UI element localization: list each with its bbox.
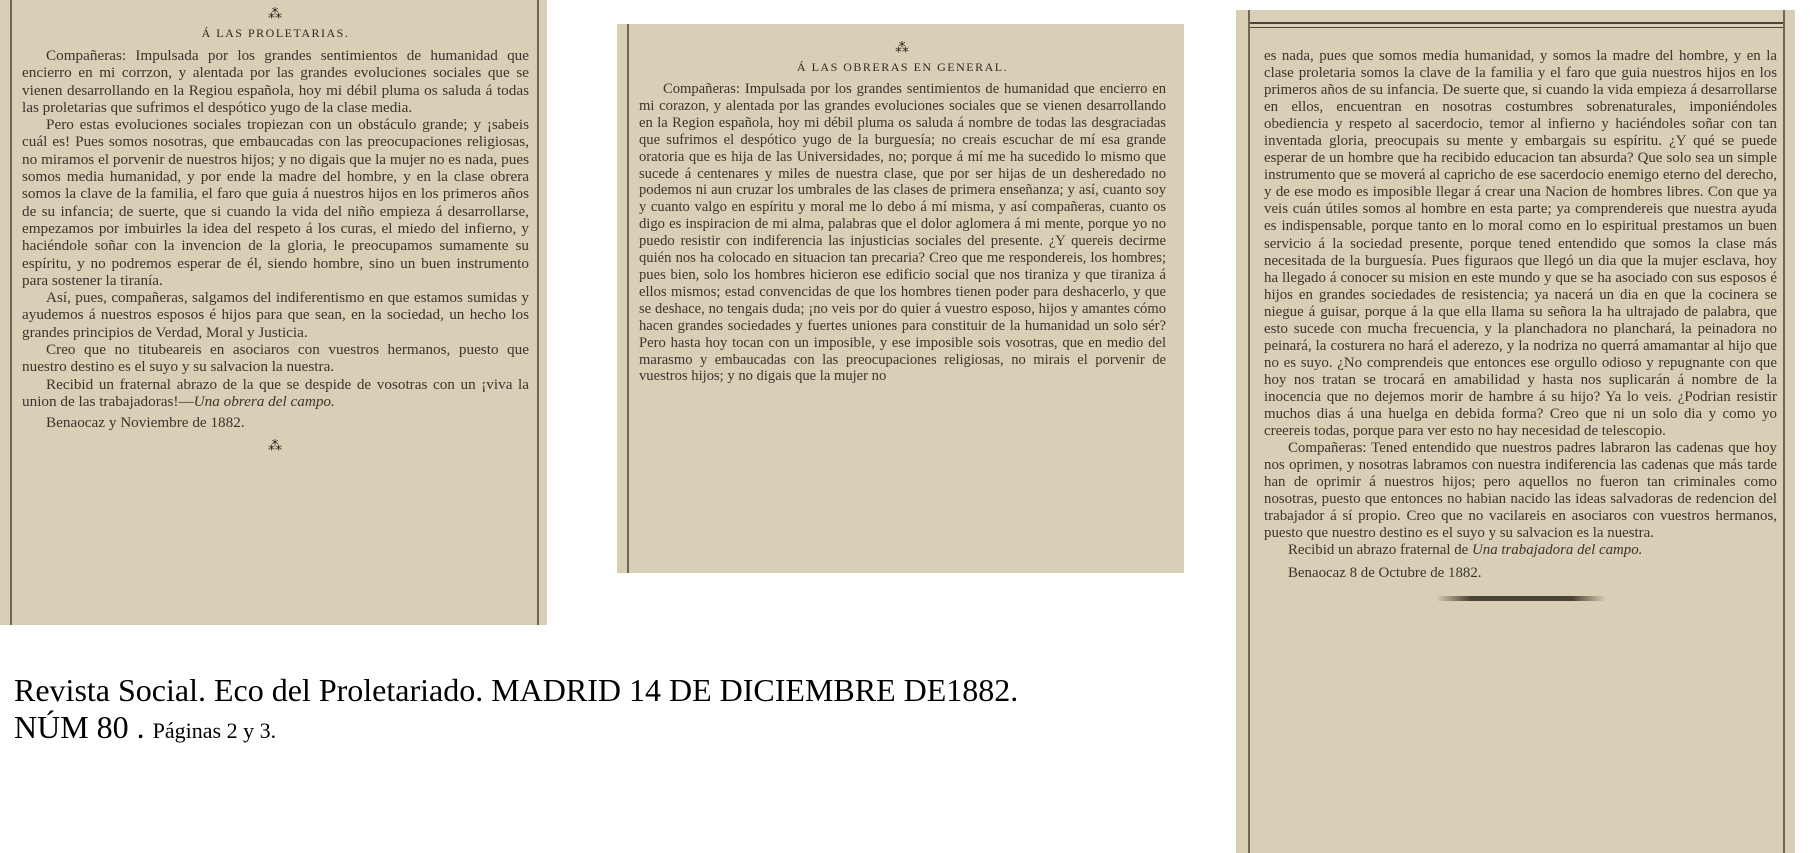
column-rule-right [537, 0, 539, 625]
clipping-a-las-proletarias [0, 0, 547, 625]
asterism-ornament-bottom: ⁂ [268, 438, 283, 454]
column-rule-left [10, 0, 12, 625]
article-heading: Á LAS PROLETARIAS. [201, 26, 350, 40]
dateline: Benaocaz 8 de Octubre de 1882. [1288, 565, 1482, 582]
article-paragraph: Compañeras: Impulsada por los grandes sentimientos de humanidad que encierro en mi corazon, y alentada por las grandes evoluciones sociales que se vienen desarrollando en la Region española, hoy mi débil pluma os saluda á nombre de todas las desgraciadas que sufrimos el despótico yugo de la burguesía; no creais escuchar de mí esa grande oratoria que es hija de las Universidades, no; porque á mí me ha sucedido lo mismo que sucede á centenares y miles de nuestra clase, que por ser hijas de un desheredado no podemos ni aun cruzar los umbrales de las clases de primera enseñanza; y así, cuanto soy y cuanto valgo en espíritu y moral me lo debo á mí misma, y así compañeras, cuanto os digo es inspiracion de mi alma, palabras que el dolor aglomera á mi mente, porque yo no puedo resistir con indiferencia las injusticias sociales del presente. ¿Y quereis decirme quién nos ha colocado en situacion tan precaria? Creo que me respondereis, los hombres; pues bien, solo los hombres hicieron ese edificio social que nos tiraniza y que tiraniza á ellos mismos; estad convencidas de que los hombres tienen poder para deshacerlo, y que se deshace, no tengais duda; ¡no veis por do quier á vuestro esposo, hijos y amantes cómo hacen grandes sociedades y fuertes uniones para constituir de la humanidad un solo sér? Pero hasta hoy tocan con un imposible, y ese imposible sois vosotras, que en medio del marasmo y embaucadas con las preocupaciones religiosas, no mirais el porvenir de vuestros hijos; y no digais que la mujer no [639, 81, 1166, 385]
source-caption [14, 672, 1018, 749]
column-rule-left [1248, 10, 1250, 853]
article-paragraph: Así, pues, compañeras, salgamos del indiferentismo en que estamos sumidas y ayudemos á nuestros esposos é hijos para que sean, en la sociedad, un hecho los grandes principios de Verdad, Moral y Justicia. [22, 289, 529, 341]
article-body [1264, 48, 1777, 582]
article-body [22, 47, 529, 432]
clipping-a-las-obreras [617, 24, 1184, 573]
closing-text: Recibid un fraternal abrazo de la que se despide de vosotras con un ¡viva la union de las trabajadoras!— [22, 375, 529, 410]
signature: Una trabajadora del campo. [1472, 542, 1643, 559]
asterism-ornament-top: ⁂ [895, 41, 910, 56]
caption-line-2 [14, 709, 1018, 749]
column-rule-right [1783, 10, 1785, 853]
caption-issue-number: NÚM 80 . [14, 709, 145, 745]
article-closing [22, 376, 529, 411]
article-paragraph: Creo que no titubeareis en asociaros con vuestros hermanos, puesto que nuestro destino es el suyo y su salvacion la nuestra. [22, 341, 529, 376]
column-rule-left [627, 24, 629, 573]
article-paragraph: Compañeras: Impulsada por los grandes sentimientos de humanidad que encierro en mi corrzon, y alentada por las grandes evoluciones sociales que se vienen desarrollando en la Regiou española, hoy mi débil pluma os saluda á todas las proletarias que sufrimos el despótico yugo de la clase media. [22, 47, 529, 116]
top-double-rule [1248, 22, 1783, 28]
article-heading: Á LAS OBRERAS EN GENERAL. [796, 60, 1009, 74]
closing-ornament-rule [1436, 596, 1606, 601]
asterism-ornament-top: ⁂ [268, 7, 283, 22]
clipping-continuation [1236, 10, 1795, 853]
article-paragraph: es nada, pues que somos media humanidad, y somos la madre del hombre, y en la clase proletaria somos la clave de la familia y el faro que guia nuestros hijos en los primeros años de su infancia. De suerte que, si cuando la vida empieza á desarrollarse en ellos, encuentran en nosotras costumbres sobrenaturales, imponiéndoles obediencia y respeto al sacerdocio, temor al infierno y haciéndoles soñar con tan inventada gloria, preocupais su mente y embargais su espíritu. ¿Y qué se puede esperar de un hombre que ha recibido educacion tan absurda? Que solo sea un simple instrumento que se moverá al capricho de ese sacerdocio enemigo eterno del derecho, y de ese modo es imposible llegar á crear una Nacion de hombres libres. Con que ya veis cuán útiles somos al hombre en esta parte; ya comprendereis que nuestra ayuda es indispensable, porque tanto en lo moral como en lo espiritual prestamos un buen servicio á la sociedad presente, porque tened entendido que somos la clase más necesitada de la burguesía. Pues figuraos que llegó un dia que la mujer esclava, hoy ha llegado á conocer su mision en este mundo y que se ha asociado con sus esposos é hijos en grandes sociedades de resistencia; ya nacerá un dia en que la cocinera se niegue á guisar, porque á la que ella llama su señora la ha ultrajado de palabra, que esto sucede con mucha frecuencia, y la planchadora no planchará, la peinadora no peinará, la costurera no hará el aderezo, y la nodriza no querrá amamantar al hijo que no es suyo. ¿No comprendeis que entonces ese orgullo odioso y repugnante con que hoy nos tratan se trocará en amabilidad y hasta nos suplicarán á nombre de la inocencia que no dejemos morir de hambre á su hijo? Ya lo veis. ¿Podrian resistir muchos dias á una huelga en debida forma? Creo que ni un solo dia y como yo creereis todas, porque para ver esto no hay necesidad de telescopio. [1264, 48, 1777, 440]
caption-pages: Páginas 2 y 3. [152, 718, 277, 743]
article-paragraph: Pero estas evoluciones sociales tropiezan con un obstáculo grande; y ¡sabeis cuál es! Pues somos nosotras, que embaucadas con las preocupaciones religiosas, no miramos el porvenir de nuestros hijos; y no digais que la mujer no es nada, pues somos media humanidad, y por ende la madre del hombre, y en la clase obrera somos la clave de la familia, el faro que guia á nuestros hijos en los primeros años de su infancia; de suerte, que si cuando la vida del niño empieza á desarrollarse, empezamos por imbuirles la idea del respeto á los curas, el miedo del infierno, y haciéndole soñar con la invencion de la gloria, le preocupamos sumamente su espíritu, y no podremos esperar de él, siendo hombre, sino un buen instrumento para sostener la tiranía. [22, 116, 529, 289]
dateline: Benaocaz y Noviembre de 1882. [46, 414, 245, 432]
signature: Una obrera del campo. [193, 392, 335, 410]
article-body [639, 81, 1166, 385]
article-closing [1264, 542, 1777, 559]
closing-text: Recibid un abrazo fraternal de [1288, 542, 1469, 559]
caption-line-1: Revista Social. Eco del Proletariado. MADRID 14 DE DICIEMBRE DE1882. [14, 672, 1019, 708]
article-paragraph: Compañeras: Tened entendido que nuestros padres labraron las cadenas que hoy nos oprimen, y nosotras labramos con nuestra indiferencia las cadenas que más tarde han de oprimir á nuestros hijos; pero aquellos no fueron tan criminales como nosotras, puesto que entonces no habian nacido las ideas salvadoras de redencion del trabajador á sí propio. Creo que no vacilareis en asociaros con vuestros hermanos, puesto que nuestro destino es el suyo y su salvacion es la nuestra. [1264, 440, 1777, 542]
